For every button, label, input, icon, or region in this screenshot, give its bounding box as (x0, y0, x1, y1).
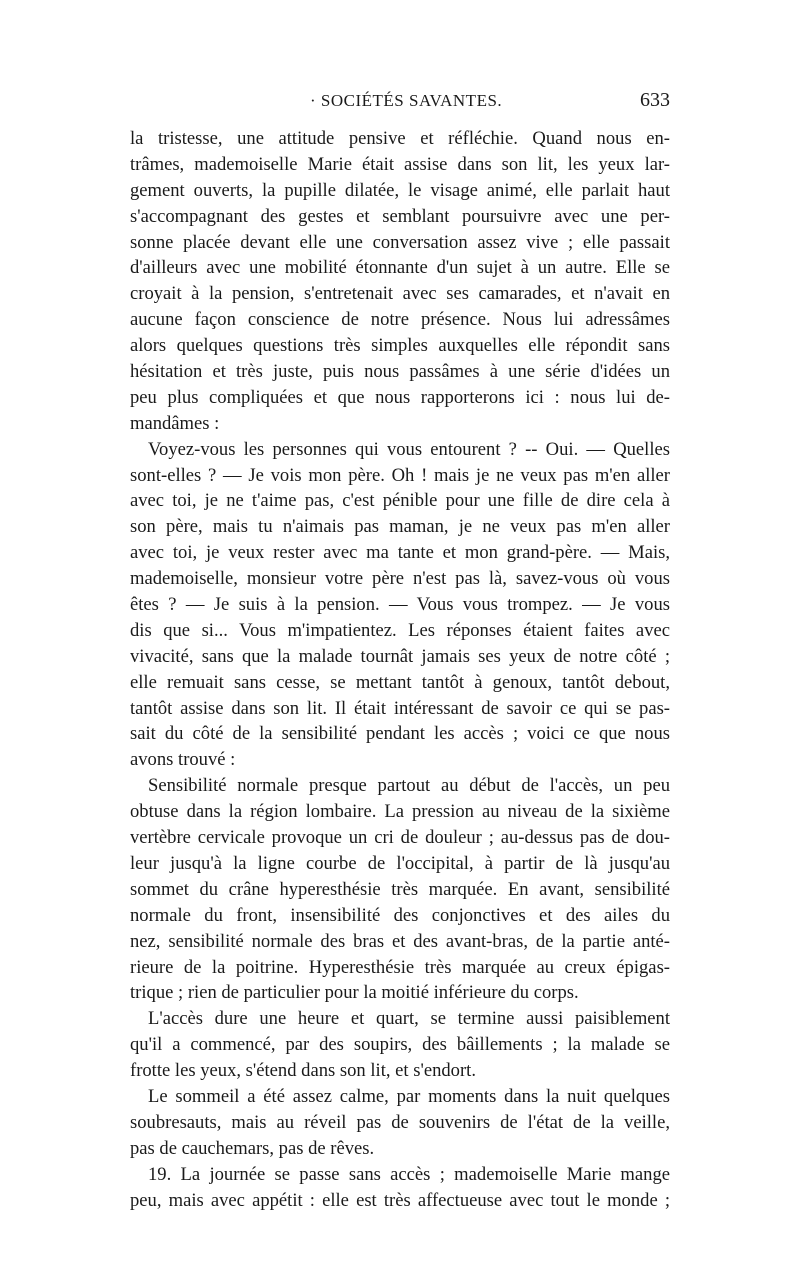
body-text (130, 126, 670, 1213)
text-line: soubresauts, mais au réveil pas de souvenirs de l'état de la veille, (130, 1111, 670, 1133)
text-line: 19. La journée se passe sans accès ; mademoiselle Marie mange (148, 1163, 670, 1185)
text-line: mandâmes : (130, 412, 220, 434)
text-line: frotte les yeux, s'étend dans son lit, et s'endort. (130, 1060, 476, 1082)
text-line: L'accès dure une heure et quart, se termine aussi paisiblement (148, 1008, 670, 1030)
text-line: Voyez-vous les personnes qui vous entourent ? -- Oui. — Quelles (148, 438, 670, 460)
text-line: vertèbre cervicale provoque un cri de douleur ; au-dessus pas de dou- (130, 827, 670, 849)
text-line: mademoiselle, monsieur votre père n'est pas là, savez-vous où vous (130, 568, 670, 590)
text-line: normale du front, insensibilité des conjonctives et des ailes du (130, 904, 670, 926)
text-line: rieure de la poitrine. Hyperesthésie très marquée au creux épigas- (130, 956, 670, 978)
text-line: trique ; rien de particulier pour la moitié inférieure du corps. (130, 982, 579, 1004)
text-line: Le sommeil a été assez calme, par moments dans la nuit quelques (148, 1085, 670, 1107)
text-line: sait du côté de la sensibilité pendant les accès ; voici ce que nous (130, 723, 670, 745)
text-line: alors quelques questions très simples auxquelles elle répondit sans (130, 335, 670, 357)
text-line: trâmes, mademoiselle Marie était assise dans son lit, les yeux lar- (130, 153, 670, 175)
text-line: Sensibilité normale presque partout au début de l'accès, un peu (148, 775, 670, 797)
text-line: avons trouvé : (130, 749, 236, 771)
text-line: croyait à la pension, s'entretenait avec ses camarades, et n'avait en (130, 283, 670, 305)
text-line: pas de cauchemars, pas de rêves. (130, 1137, 375, 1159)
text-line: avec toi, je veux rester avec ma tante et mon grand-père. — Mais, (130, 542, 670, 564)
text-line: obtuse dans la région lombaire. La pression au niveau de la sixième (130, 801, 670, 823)
text-line: d'ailleurs avec une mobilité étonnante d'un sujet à un autre. Elle se (130, 257, 670, 279)
text-line: sommet du crâne hyperesthésie très marquée. En avant, sensibilité (130, 878, 670, 900)
page-header (130, 91, 670, 117)
text-line: êtes ? — Je suis à la pension. — Vous vous trompez. — Je vous (130, 594, 670, 616)
text-line: tantôt assise dans son lit. Il était intéressant de savoir ce qui se pas- (130, 697, 670, 719)
text-line: peu, mais avec appétit : elle est très affectueuse avec tout le monde ; (130, 1189, 670, 1211)
text-line: son père, mais tu n'aimais pas maman, je ne veux pas m'en aller (130, 516, 670, 538)
text-line: aucune façon conscience de notre présence. Nous lui adressâmes (130, 309, 670, 331)
text-line: la tristesse, une attitude pensive et réfléchie. Quand nous en- (130, 128, 670, 149)
text-line: nez, sensibilité normale des bras et des avant-bras, de la partie anté- (130, 930, 670, 952)
text-line: sont-elles ? — Je vois mon père. Oh ! mais je ne veux pas m'en aller (130, 464, 670, 486)
text-line: vivacité, sans que la malade tournât jamais ses yeux de notre côté ; (130, 645, 670, 667)
text-line: leur jusqu'à la ligne courbe de l'occipital, à partir de là jusqu'au (130, 852, 670, 874)
text-line: avec toi, je ne t'aime pas, c'est pénible pour une fille de dire cela à (130, 490, 670, 512)
text-line: hésitation et très juste, puis nous passâmes à une série d'idées un (130, 361, 670, 383)
text-line: sonne placée devant elle une conversation assez vive ; elle passait (130, 231, 670, 253)
text-line: s'accompagnant des gestes et semblant poursuivre avec une per- (130, 205, 670, 227)
text-line: elle remuait sans cesse, se mettant tantôt à genoux, tantôt debout, (130, 671, 670, 693)
text-line: dis que si... Vous m'impatientez. Les réponses étaient faites avec (130, 619, 670, 641)
running-title: · SOCIÉTÉS SAVANTES. (310, 91, 503, 110)
page-number: 633 (640, 89, 670, 111)
text-line: peu plus compliquées et que nous rapporterons ici : nous lui de- (130, 386, 670, 408)
text-line: gement ouverts, la pupille dilatée, le visage animé, elle parlait haut (130, 179, 670, 201)
text-line: qu'il a commencé, par des soupirs, des bâillements ; la malade se (130, 1034, 670, 1056)
